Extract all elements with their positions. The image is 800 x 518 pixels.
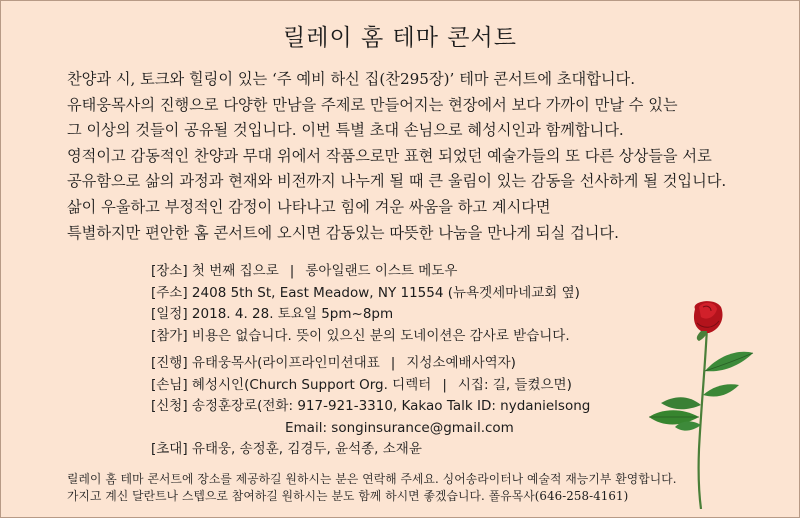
leaf bbox=[661, 397, 701, 409]
intro-line: 특별하지만 편안한 홈 콘서트에 오시면 감동있는 따뜻한 나눔을 만나게 되실 겁니다. bbox=[67, 223, 619, 242]
footer-line: 릴레이 홈 테마 콘서트에 장소를 제공하길 원하시는 분은 연락해 주세요. 싱어송라이터나 예술적 재능기부 환영합니다. bbox=[67, 472, 677, 486]
detail-host bbox=[151, 353, 671, 375]
intro-line: 공유함으로 삶의 과정과 현재와 비전까지 나누게 될 때 큰 울림이 있는 감동을 선사하게 될 것입니다. bbox=[67, 172, 727, 191]
place-location: 롱아일랜드 이스트 메도우 bbox=[305, 263, 458, 279]
rose-bloom bbox=[694, 301, 723, 341]
detail-apply bbox=[151, 396, 671, 418]
leaf bbox=[705, 352, 753, 372]
page-title: 릴레이 홈 테마 콘서트 bbox=[283, 25, 517, 51]
detail-guest bbox=[151, 375, 671, 397]
invite-value: 유태웅, 송정훈, 김경두, 윤석종, 소재윤 bbox=[191, 441, 422, 457]
detail-fee bbox=[151, 326, 671, 348]
date-label: [일정] bbox=[151, 306, 188, 322]
intro-paragraph bbox=[67, 67, 767, 246]
address-label: [주소] bbox=[151, 284, 188, 301]
footer-line: 가지고 계신 달란트나 스텝으로 참여하길 원하시는 분도 함께 하시면 좋겠습니다. 폴유목사(646-258-4161) bbox=[67, 489, 629, 503]
apply-value: 송정훈장로(전화: 917-921-3310, Kakao Talk ID: nydanielsong bbox=[191, 398, 591, 414]
place-label: [장소] bbox=[151, 263, 188, 279]
apply-label: [신청] bbox=[151, 398, 188, 414]
detail-invite bbox=[151, 439, 671, 461]
event-details bbox=[151, 261, 671, 461]
fee-value: 비용은 없습니다. 뜻이 있으신 분의 도네이션은 감사로 받습니다. bbox=[191, 327, 570, 344]
detail-apply-email bbox=[151, 418, 671, 440]
intro-line: 유태웅목사의 진행으로 다양한 만남을 주제로 만들어지는 현장에서 보다 가까이 만날 수 있는 bbox=[67, 95, 678, 114]
separator: | bbox=[390, 355, 396, 371]
detail-place bbox=[151, 261, 671, 283]
guest-extra: 시집: 길, 들켰으면) bbox=[457, 376, 572, 393]
host-extra: 지성소예배사역자) bbox=[406, 355, 516, 371]
separator: | bbox=[289, 263, 295, 279]
intro-line: 찬양과 시, 토크와 힐링이 있는 ‘주 예비 하신 집(찬295장)’ 테마 콘서트에 초대합니다. bbox=[67, 70, 636, 88]
host-value: 유태웅목사(라이프라인미션대표 bbox=[191, 355, 380, 371]
detail-address bbox=[151, 283, 671, 305]
guest-value: 혜성시인(Church Support Org. 디렉터 bbox=[191, 376, 432, 393]
fee-label: [참가] bbox=[151, 327, 188, 344]
host-label: [진행] bbox=[151, 355, 188, 371]
intro-line: 삶이 우울하고 부정적인 감정이 나타나고 힘에 겨운 싸움을 하고 계시다면 bbox=[67, 197, 551, 216]
footer-note bbox=[67, 471, 767, 505]
intro-line: 영적이고 감동적인 찬양과 무대 위에서 작품으로만 표현 되었던 예술가들의 또 다른 상상들을 서로 bbox=[67, 146, 712, 165]
intro-line: 그 이상의 것들이 공유될 것입니다. 이번 특별 초대 손님으로 혜성시인과 함께합니다. bbox=[67, 121, 624, 140]
date-value: 2018. 4. 28. 토요일 5pm~8pm bbox=[191, 306, 394, 322]
apply-email[interactable]: Email: songinsurance@gmail.com bbox=[285, 419, 514, 436]
separator: | bbox=[442, 376, 447, 393]
place-value: 첫 번째 집으로 bbox=[191, 263, 279, 279]
leaf bbox=[703, 384, 739, 396]
address-value: 2408 5th St, East Meadow, NY 11554 (뉴욕겟세마네교회 옆) bbox=[191, 284, 580, 301]
detail-date bbox=[151, 304, 671, 326]
guest-label: [손님] bbox=[151, 376, 188, 393]
invite-label: [초대] bbox=[151, 441, 188, 457]
